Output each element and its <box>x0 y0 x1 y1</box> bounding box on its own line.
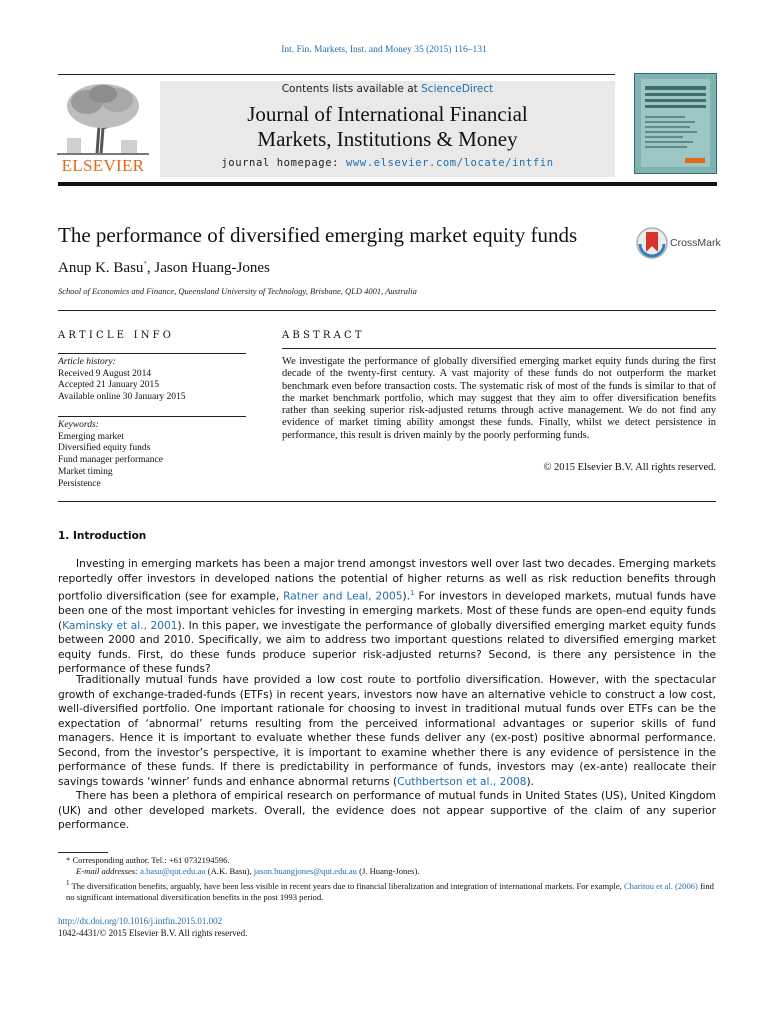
author-list <box>58 260 270 277</box>
doi-link[interactable]: http://dx.doi.org/10.1016/j.intfin.2015.01.002 <box>58 916 223 926</box>
cover-art-icon <box>635 74 716 173</box>
p1-text-b: ). <box>402 590 411 603</box>
top-divider <box>58 74 615 75</box>
homepage-prefix: journal homepage: <box>221 157 346 169</box>
keywords-divider <box>58 416 246 417</box>
p2-text-a: Traditionally mutual funds have provided a low cost route to portfolio diversification. However, with the spectacular growth of exchange-traded-funds (ETFs) in recent years, investors now have an alternative vehicle to construct a low cost, well-diversified portfolio. One important rationale for choosing to invest in traditional mutual funds over ETFs can be the expectation of ‘abnormal’ returns resulting from the perceived informational advantages or superior skills of fund managers. Hence it is important to evaluate whether these funds deliver any (ex-post) positive abnormal performance. Second, from the investor’s perspective, it is important to examine whether there is any evidence of persistence in the performance of these funds. If there is predictability in performance of funds, investors may (ex-ante) reallocate their savings towards ‘winner’ funds and enhance abnormal returns ( <box>58 674 716 788</box>
email-link-huangjones[interactable]: jason.huangjones@qut.edu.au <box>253 866 357 876</box>
crossmark-badge[interactable] <box>636 226 720 260</box>
email-link-basu[interactable]: a.basu@qut.edu.au <box>140 866 206 876</box>
fn1-mark: 1 <box>66 879 70 887</box>
abstract-divider <box>282 348 716 349</box>
paper-title: The performance of diversified emerging market equity funds <box>58 223 578 247</box>
keyword: Persistence <box>58 478 101 489</box>
corresponding-author-mark[interactable]: * <box>143 260 147 268</box>
sciencedirect-link[interactable]: ScienceDirect <box>421 83 494 95</box>
footnote-1 <box>58 878 716 904</box>
journal-title-line2: Markets, Institutions & Money <box>257 127 518 151</box>
issn-copyright: 1042-4431/© 2015 Elsevier B.V. All rights reserved. <box>58 928 248 938</box>
journal-homepage <box>160 157 615 169</box>
header-thick-divider <box>58 182 717 186</box>
p1-text-a: Investing in emerging markets has been a major trend amongst investors well over last two decades. Emerging markets reportedly offer investors in developed nations the potential of higher returns as well as risk reduction benefits through portfolio diversification (see for example, <box>58 558 716 603</box>
email1-owner: (A.K. Basu), <box>205 866 254 876</box>
email-label: E-mail addresses: <box>76 866 141 876</box>
abstract-bottom-divider <box>58 501 716 502</box>
contents-prefix: Contents lists available at <box>281 83 422 95</box>
keyword: Market timing <box>58 466 113 477</box>
citation-link-kaminsky[interactable]: Kaminsky et al., 2001 <box>62 619 178 632</box>
footnote-1-ref[interactable]: 1 <box>410 589 415 597</box>
article-history <box>58 357 248 404</box>
citation-link-cuthbertson[interactable]: Cuthbertson et al., 2008 <box>397 775 527 788</box>
corresponding-author-note <box>58 855 716 867</box>
abstract-copyright: © 2015 Elsevier B.V. All rights reserved. <box>543 462 716 473</box>
author-2: Jason Huang-Jones <box>154 260 270 276</box>
journal-title-line1: Journal of International Financial <box>247 102 528 126</box>
history-label: Article history: <box>58 357 116 367</box>
info-top-divider <box>58 310 716 311</box>
keyword: Emerging market <box>58 431 125 442</box>
p1-text-d: ). In this paper, we investigate the performance of globally diversified emerging market equity funds between 2000 and 2010. Specifically, we aim to address two important questions related to diversified emerging market equity funds. First, do these funds produce superior risk-adjusted returns? Second, is there any persistence in the performance of these funds? <box>58 619 716 676</box>
article-info-divider <box>58 353 246 354</box>
journal-citation[interactable]: Int. Fin. Markets, Inst. and Money 35 (2015) 116–131 <box>281 45 487 55</box>
corr-text: Corresponding author. Tel.: +61 0732194596. <box>72 855 230 865</box>
fn1-text-a: The diversification benefits, arguably, have been less visible in recent years due to financial liberalization and integration of international markets. For example, <box>71 880 624 891</box>
intro-paragraph-3: There has been a plethora of empirical research on performance of mutual funds in United States (US), United Kingdom (UK) and other developed markets. Overall, the evidence does not appear supportive of the claim of any superior performance. <box>58 790 716 831</box>
p1-text-c: For investors in developed markets, mutual funds have been one of the most important vehicles for investing in emerging markets. Most of these funds are open-end equity funds ( <box>58 590 716 632</box>
journal-title <box>160 102 615 152</box>
accepted-date: Accepted 21 January 2015 <box>58 380 160 391</box>
keyword: Diversified equity funds <box>58 443 151 454</box>
keyword: Fund manager performance <box>58 455 163 466</box>
article-info-heading: ARTICLE INFO <box>58 330 175 341</box>
contents-availability <box>160 83 615 95</box>
homepage-link[interactable]: www.elsevier.com/locate/intfin <box>345 157 554 169</box>
abstract-text: We investigate the performance of globally diversified emerging market equity funds during the first decade of the twenty-first century. A vast majority of these funds do not outperform the market benchmark even before transaction costs. The systematic risk of most of the funds is similar to that of the market benchmark portfolio, which may suggest that they aim to offer diversification benefits rather than seeking superior risk-adjusted returns through active management. We do not find any evidence of market timing ability amongst these funds. Finally, whilst we detect persistence in performance, this result is driven mainly by the poorly performing funds. <box>282 356 716 441</box>
author-1: Anup K. Basu <box>58 260 144 276</box>
p2-text-b: ). <box>526 775 535 788</box>
publisher-name: ELSEVIER <box>61 156 145 175</box>
affiliation: School of Economics and Finance, Queensland University of Technology, Brisbane, QLD 4001, Australia <box>58 286 417 296</box>
intro-paragraph-2 <box>58 673 716 789</box>
author-separator: , <box>146 260 155 276</box>
email-addresses <box>58 866 716 878</box>
received-date: Received 9 August 2014 <box>58 368 152 379</box>
keywords-block <box>58 420 248 490</box>
abstract-heading: ABSTRACT <box>282 330 365 341</box>
intro-paragraph-1 <box>58 557 716 677</box>
online-date: Available online 30 January 2015 <box>58 392 186 403</box>
section-heading-introduction: 1. Introduction <box>58 530 147 542</box>
fn1-text-b: find no significant international diversification benefits in the post 1993 period. <box>66 880 714 903</box>
citation-link-ratner[interactable]: Ratner and Leal, 2005 <box>283 590 403 603</box>
footnote-divider <box>58 852 108 853</box>
journal-cover-thumbnail[interactable] <box>634 73 717 174</box>
email2-owner: (J. Huang-Jones). <box>356 866 420 876</box>
corr-mark: * <box>66 855 71 865</box>
tree-icon <box>57 80 149 156</box>
crossmark-label: CrossMark <box>670 237 721 249</box>
keywords-label: Keywords: <box>58 420 99 430</box>
citation-link-charitou[interactable]: Charitou et al. (2006) <box>623 880 698 891</box>
